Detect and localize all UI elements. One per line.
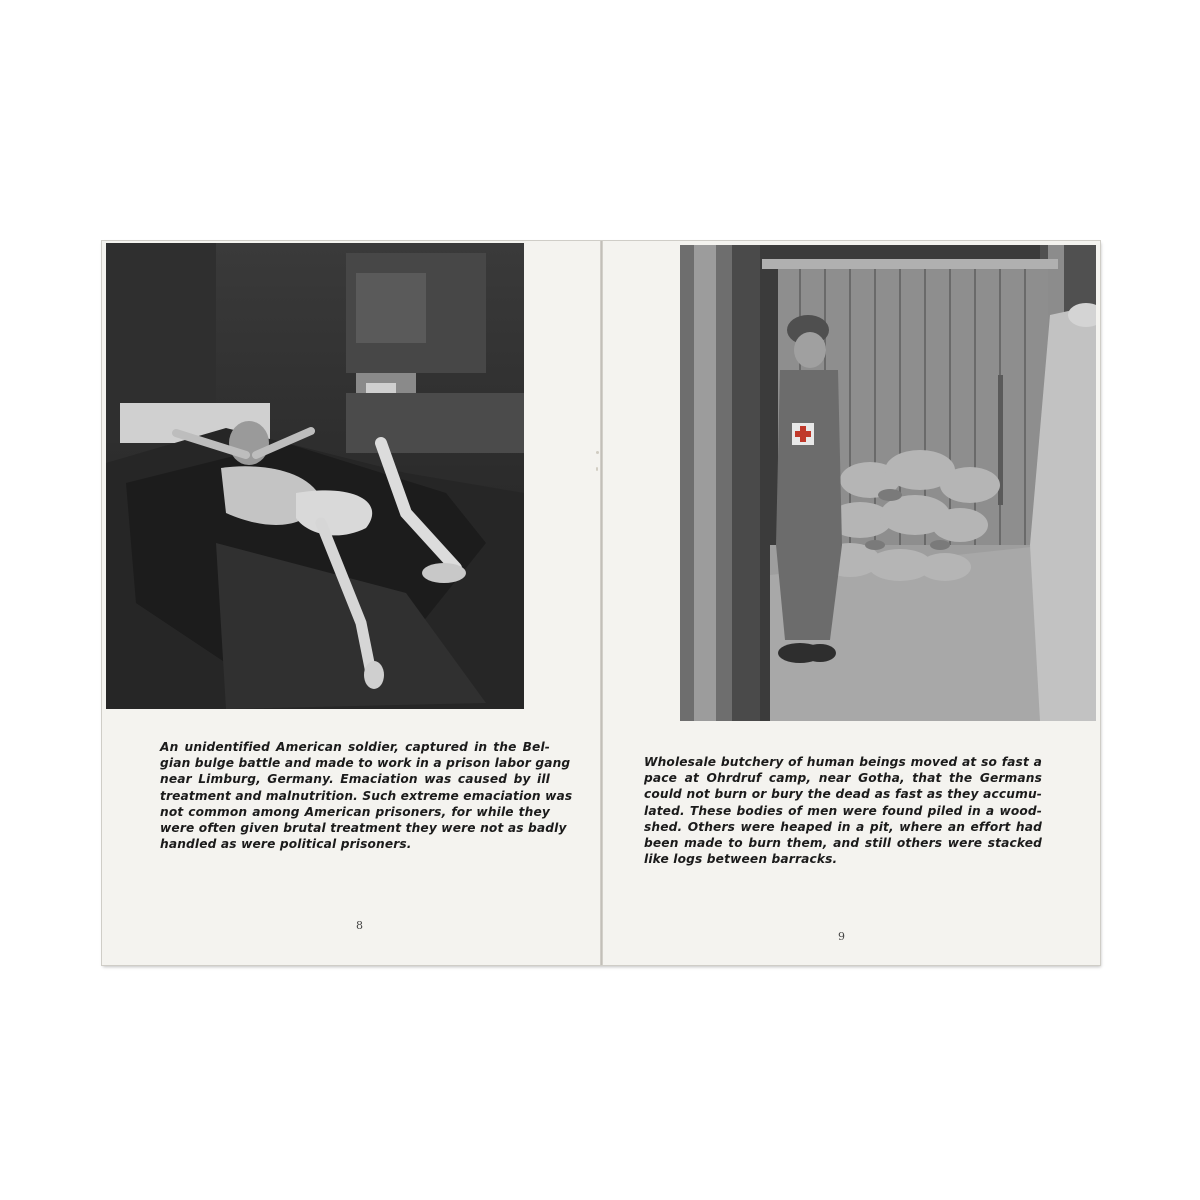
caption-line: gian bulge battle and made to work in a prison labor gang bbox=[160, 756, 571, 771]
caption-line: were often given brutal treatment they were not as badly bbox=[160, 821, 567, 836]
caption-line: Wholesale butchery of human beings moved at so fast a bbox=[644, 755, 1042, 769]
booklet-spread bbox=[102, 241, 1100, 965]
caption-line: pace at Ohrdruf camp, near Gotha, that the Germans bbox=[644, 771, 1042, 786]
caption-line: shed. Others were heaped in a pit, where an effort had bbox=[644, 819, 1042, 834]
paper-spot bbox=[596, 467, 598, 471]
photo-emaciated-soldier bbox=[106, 243, 524, 709]
caption-line: treatment and malnutrition. Such extreme emaciation was bbox=[160, 788, 573, 803]
caption-line: An unidentified American soldier, captured in the Bel- bbox=[160, 740, 550, 754]
page-number-right: 9 bbox=[838, 930, 845, 943]
caption-left bbox=[160, 739, 573, 852]
caption-line: like logs between barracks. bbox=[644, 852, 838, 867]
paper-spot bbox=[596, 451, 599, 454]
caption-line: not common among American prisoners, for while they bbox=[160, 804, 550, 819]
caption-line: could not burn or bury the dead as fast as they accumu- bbox=[644, 787, 1042, 802]
caption-line: lated. These bodies of men were found piled in a wood- bbox=[644, 803, 1042, 818]
caption-line: handled as were political prisoners. bbox=[160, 837, 412, 852]
caption-right bbox=[644, 754, 1042, 867]
caption-line: near Limburg, Germany. Emaciation was caused by ill bbox=[160, 772, 550, 787]
page-number-left: 8 bbox=[356, 919, 363, 932]
caption-line: been made to burn them, and still others were stacked bbox=[644, 836, 1042, 851]
photo-woodshed-ohrdruf bbox=[680, 245, 1096, 721]
spine-fold bbox=[600, 241, 603, 965]
